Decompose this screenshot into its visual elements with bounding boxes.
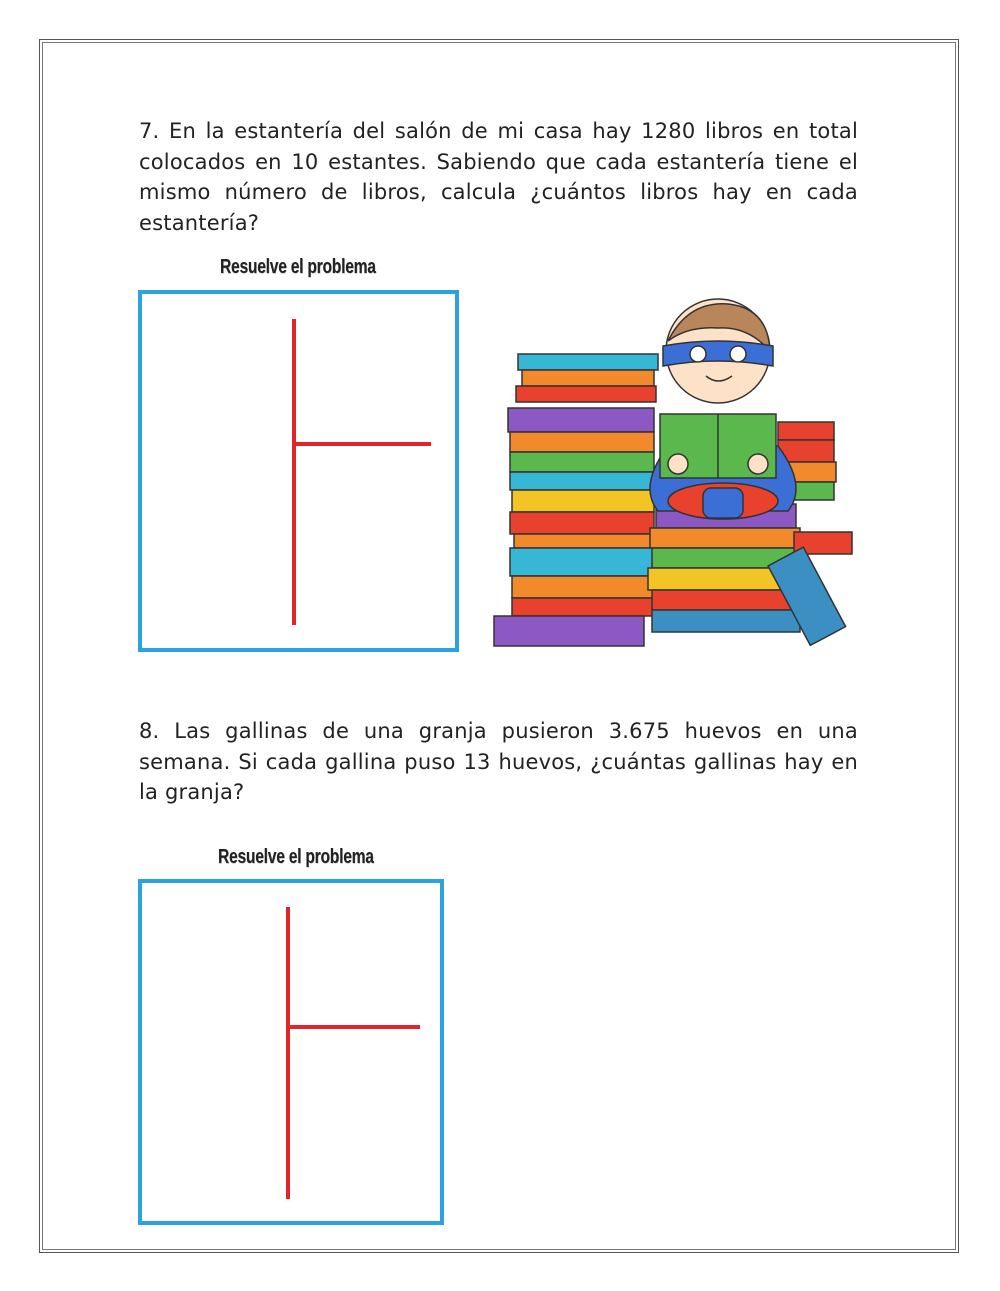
problem-7-text: 7. En la estantería del salón de mi casa hay 1280 libros en total colocados en 10 estantes. Sabiendo que cada estantería tiene el mismo número de libros, calcula ¿cuántos libros hay en cada estantería? [139, 119, 858, 235]
division-vertical-line [292, 319, 296, 625]
division-horizontal-line [286, 1025, 420, 1029]
division-vertical-line [286, 907, 290, 1199]
problem-8-answer-box[interactable] [138, 879, 444, 1225]
boy-reading-on-books-stack-icon [488, 296, 868, 656]
problem-7-solve-label: Resuelve el problema [220, 256, 376, 278]
problem-8-solve-label: Resuelve el problema [218, 846, 374, 868]
problem-8-text: 8. Las gallinas de una granja pusieron 3.675 huevos en una semana. Si cada gallina puso 13 huevos, ¿cuántas gallinas hay en la granja? [139, 719, 858, 804]
division-horizontal-line [292, 442, 431, 446]
problem-7-answer-box[interactable] [138, 290, 459, 652]
